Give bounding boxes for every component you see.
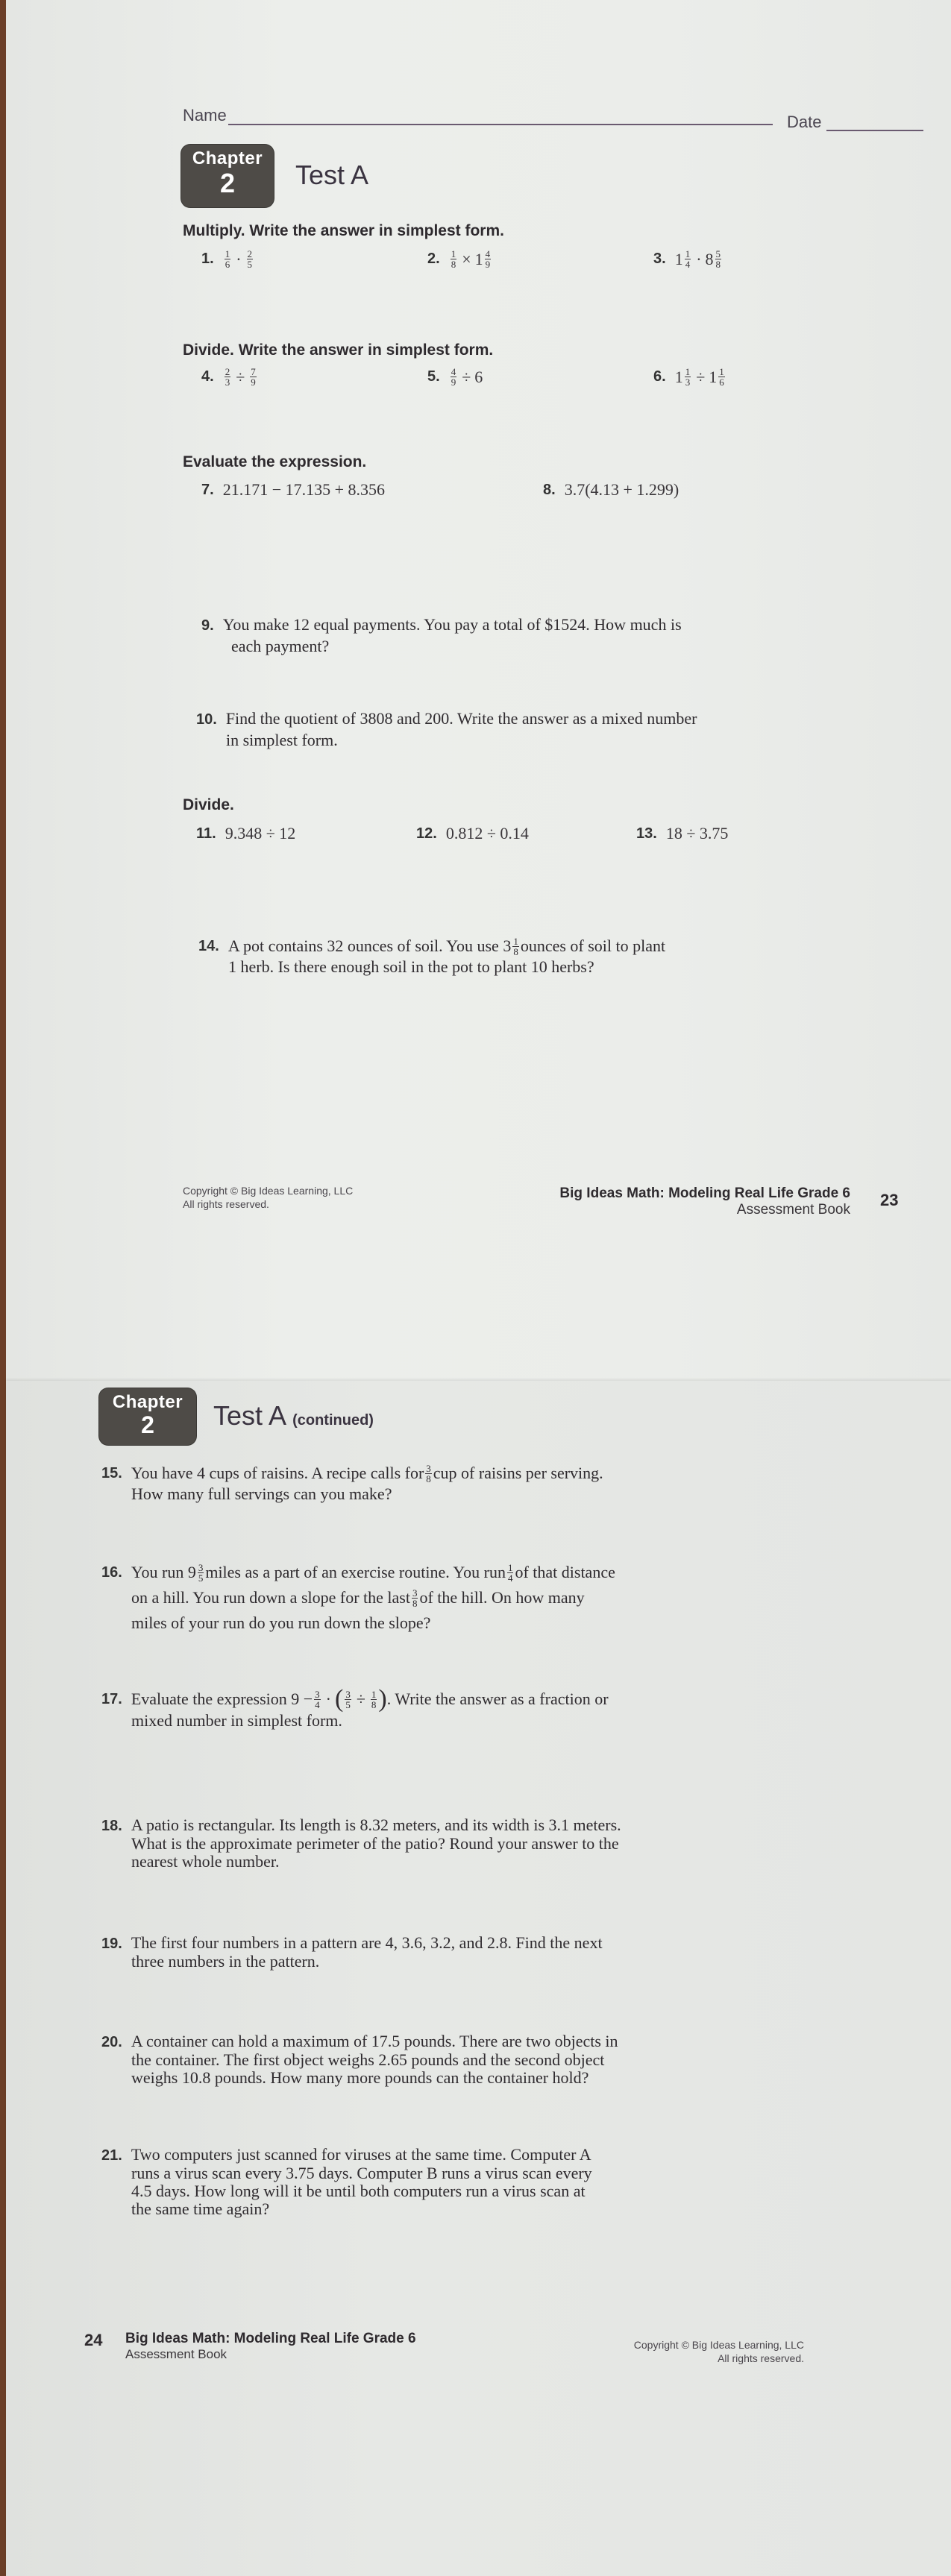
problem-17: 17. Evaluate the expression 9 − $\frac{3}{4}$ · ( $\frac{3}{5}$ ÷ $\frac{1}{8}$ ) . Write the answer as a fraction or mixed number in simplest form.: [101, 1685, 609, 1730]
fraction: $\frac{1}{4}$: [685, 248, 691, 270]
expression: 0.812 ÷ 0.14: [445, 824, 529, 843]
chapter-number: 2: [219, 168, 236, 198]
problem-12: 12. 0.812 ÷ 0.14: [416, 824, 529, 843]
fraction: $\frac{1}{6}$: [719, 366, 724, 388]
date-label: Date: [787, 113, 822, 131]
copyright-footer: Copyright © Big Ideas Learning, LLC All rights reserved.: [183, 1185, 354, 1210]
title-continued: (continued): [292, 1412, 374, 1429]
problem-number: 4.: [201, 368, 214, 385]
section-heading-divide: Divide.: [183, 796, 234, 813]
worksheet-page-24: [6, 1381, 951, 2576]
problem-3: 3. 1 $\frac{1}{4}$ · 8 $\frac{5}{8}$: [653, 248, 721, 270]
fraction: $\frac{7}{9}$: [251, 366, 256, 388]
section-heading-divide-simplest: Divide. Write the answer in simplest form.: [183, 341, 494, 359]
page-number: 24: [84, 2331, 103, 2349]
problem-1: 1. $\frac{1}{6}$ · $\frac{2}{5}$: [201, 248, 253, 270]
expression: 9.348 ÷ 12: [225, 824, 296, 843]
page-number: 23: [880, 1191, 899, 1209]
problem-number: 3.: [653, 251, 666, 267]
problem-19: 19. The first four numbers in a pattern are 4, 3.6, 3.2, and 2.8. Find the next three numbers in the pattern.: [101, 1933, 603, 1971]
expression: 18 ÷ 3.75: [665, 824, 729, 843]
problem-7: [201, 480, 385, 500]
fraction: $\frac{2}{3}$: [225, 366, 230, 388]
problem-16: 16. You run 9 $\frac{3}{5}$ miles as a part of an exercise routine. You run $\frac{1}{4}$ of that distance on a hill. You run down a slope for the last $\frac{3}{8}$ of the hill. On how many miles of your run do you run down the slope?: [101, 1561, 615, 1632]
problem-21: 21. Two computers just scanned for viruses at the same time. Computer A runs a virus scan every 3.75 days. Computer B runs a virus scan every 4.5 days. How long will it be until both computers run a virus scan at the same time again?: [101, 2145, 592, 2218]
problem-11: 11. 9.348 ÷ 12: [196, 824, 296, 843]
section-heading-evaluate: Evaluate the expression.: [183, 453, 367, 470]
copyright-footer: Copyright © Big Ideas Learning, LLC All rights reserved.: [633, 2339, 804, 2364]
worksheet-page-23: [6, 0, 951, 1381]
problem-20: 20. A container can hold a maximum of 17.5 pounds. There are two objects in the container. The first object weighs 2.65 pounds and the second object weighs 10.8 pounds. How many more pounds can the container hold?: [101, 2032, 618, 2087]
problem-6: 6. 1 $\frac{1}{3}$ ÷ 1 $\frac{1}{6}$: [653, 366, 724, 388]
section-heading-multiply: Multiply. Write the answer in simplest form.: [183, 222, 504, 239]
problem-10: 10. Find the quotient of 3808 and 200. Write the answer as a mixed number in simplest form.: [196, 709, 697, 749]
name-label: Name: [183, 106, 227, 125]
problem-number: 5.: [427, 368, 440, 385]
expression: 21.171 − 17.135 + 8.356: [222, 480, 386, 499]
problem-number: 1.: [201, 251, 214, 267]
problem-4: 4. $\frac{2}{3}$ ÷ $\frac{7}{9}$: [201, 366, 256, 388]
fraction: $\frac{5}{8}$: [715, 248, 721, 270]
problem-5: 5. $\frac{4}{9}$ ÷ 6: [427, 366, 483, 388]
date-field-line[interactable]: [826, 130, 923, 131]
fraction: $\frac{4}{9}$: [451, 366, 456, 388]
chapter-badge: [181, 145, 274, 207]
page-title: Test A: [295, 160, 369, 190]
chapter-word: Chapter: [192, 148, 263, 169]
problem-13: 13. 18 ÷ 3.75: [636, 824, 729, 843]
fraction: $\frac{1}{8}$: [451, 248, 456, 270]
problem-9: 9. You make 12 equal payments. You pay a total of $1524. How much is each payment?: [201, 615, 682, 655]
fraction: $\frac{1}{3}$: [685, 366, 691, 388]
problem-18: 18. A patio is rectangular. Its length is 8.32 meters, and its width is 3.1 meters. What is the approximate perimeter of the patio? Round your answer to the nearest whole number.: [101, 1816, 621, 1871]
fraction: $\frac{4}{9}$: [485, 248, 491, 270]
book-footer: Big Ideas Math: Modeling Real Life Grade 6 Assessment Book: [559, 1185, 850, 1218]
problem-2: 2. $\frac{1}{8}$ × 1 $\frac{4}{9}$: [427, 248, 491, 270]
fraction: $\frac{1}{6}$: [225, 248, 230, 270]
name-field-line[interactable]: [228, 124, 773, 125]
book-footer: Big Ideas Math: Modeling Real Life Grade 6 Assessment Book: [125, 2331, 416, 2361]
expression: 3.7(4.13 + 1.299): [564, 480, 679, 499]
problem-8: [543, 480, 679, 500]
problem-number: 6.: [653, 368, 666, 385]
chapter-badge: [99, 1388, 196, 1445]
problem-number: 2.: [427, 251, 440, 267]
chapter-word: Chapter: [112, 1392, 183, 1412]
problem-15: 15. You have 4 cups of raisins. A recipe calls for $\frac{3}{8}$ cup of raisins per serving. How many full servings can you make?: [101, 1462, 603, 1503]
chapter-number: 2: [141, 1411, 154, 1438]
problem-number: 7.: [201, 481, 214, 498]
problem-number: 8.: [543, 481, 556, 498]
fraction: $\frac{2}{5}$: [247, 248, 253, 270]
page-title: Test A (continued): [213, 1400, 374, 1431]
problem-14: 14. A pot contains 32 ounces of soil. You use 3 $\frac{1}{8}$ ounces of soil to plant 1 herb. Is there enough soil in the pot to plant 10 herbs?: [198, 935, 666, 976]
